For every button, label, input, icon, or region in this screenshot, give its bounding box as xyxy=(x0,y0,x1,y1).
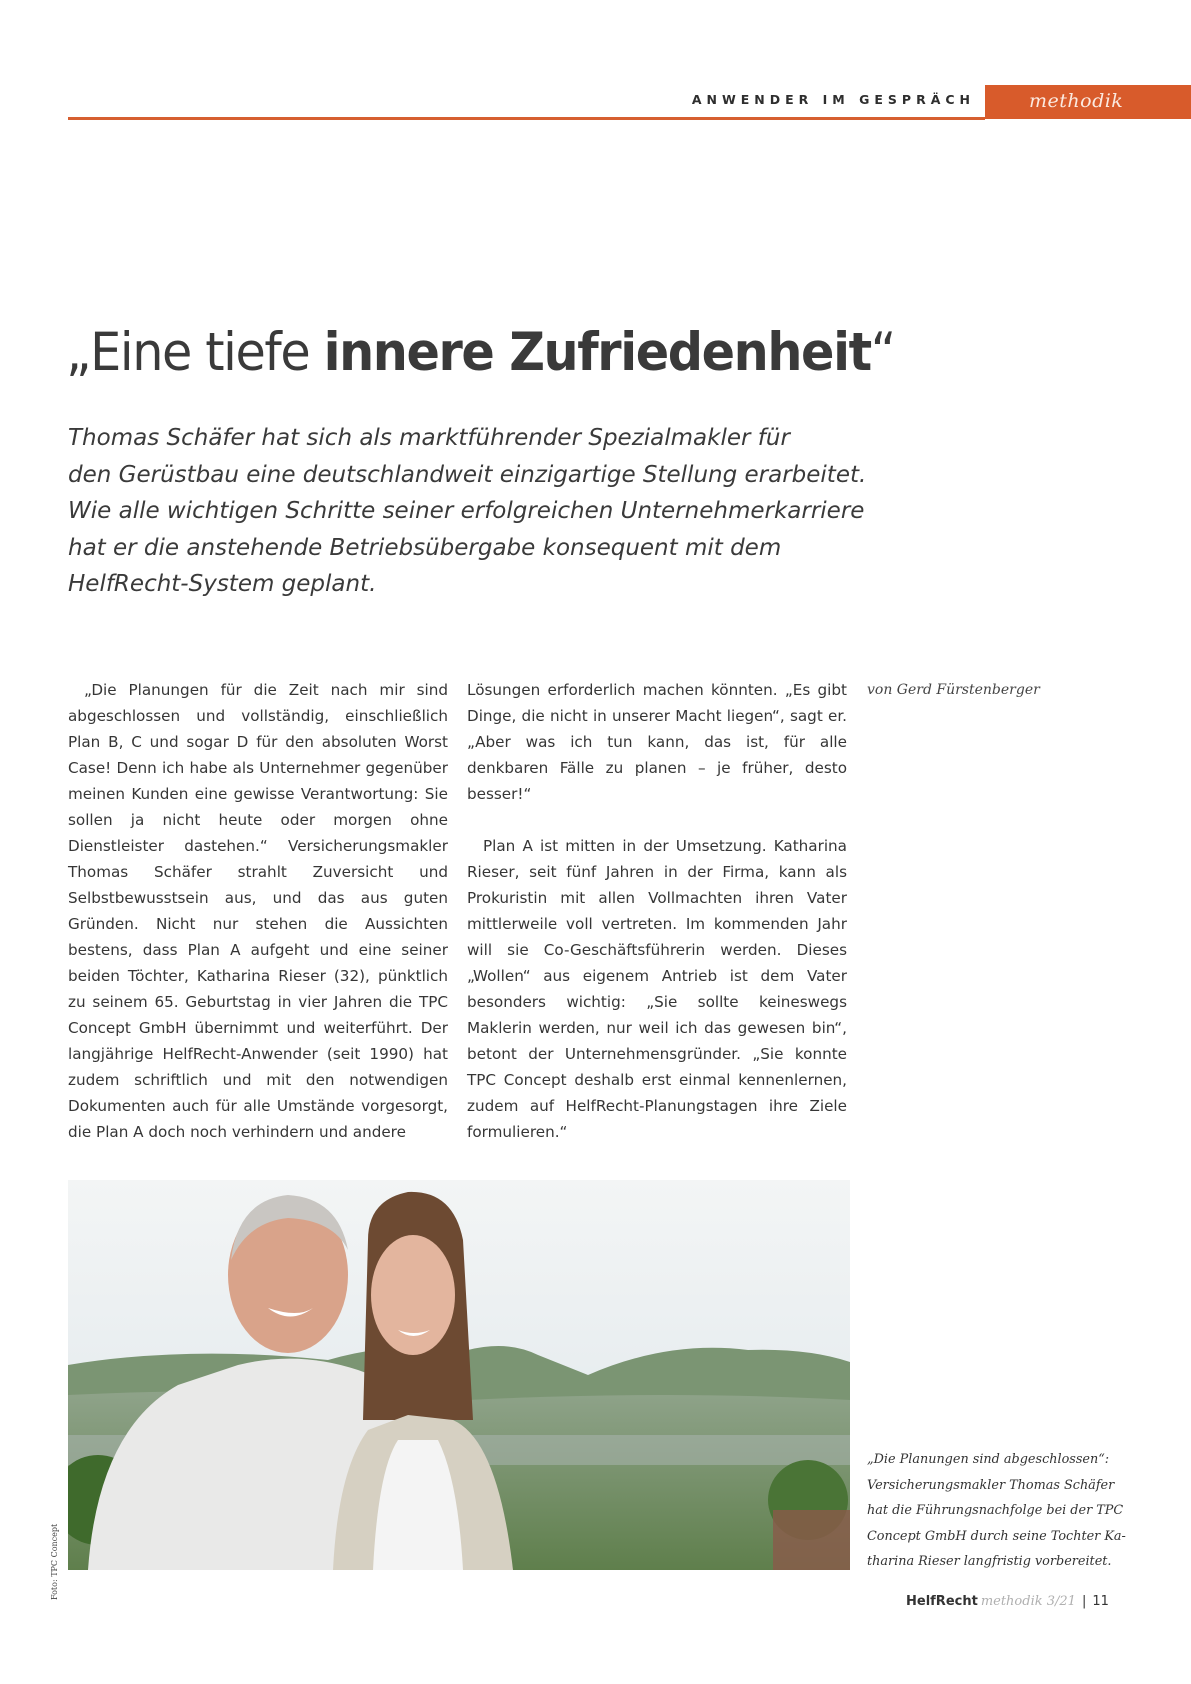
caption-line: Versicherungsmakler Thomas Schäfer xyxy=(867,1477,1115,1493)
magazine-name: HelfRecht xyxy=(906,1594,978,1609)
footer-separator: | xyxy=(1081,1594,1087,1609)
brand-tab-label: methodik xyxy=(1029,90,1124,112)
brand-tab xyxy=(985,85,1191,119)
roof xyxy=(773,1510,850,1570)
photo-credit: Foto: TPC Concept xyxy=(50,1523,59,1600)
woman-face xyxy=(371,1235,455,1355)
lede-line: HelfRecht-System geplant. xyxy=(68,571,377,597)
title-close-quote: “ xyxy=(870,322,895,383)
photo-illustration xyxy=(68,1180,850,1570)
title-open-quote: „ xyxy=(66,322,91,383)
caption-line: tharina Rieser langfristig vorbereitet. xyxy=(867,1554,1112,1569)
lede-line: hat er die anstehende Betriebsübergabe konsequent mit dem xyxy=(68,534,782,561)
author-byline: von Gerd Fürstenberger xyxy=(867,682,1040,698)
issue-label: methodik 3/21 xyxy=(980,1594,1076,1609)
body-column-2 xyxy=(467,677,847,1145)
article-title xyxy=(66,322,895,383)
title-bold: innere Zufriedenheit xyxy=(323,322,871,383)
paragraph: Plan A ist mitten in der Umsetzung. Katharina Rieser, seit fünf Jahren in der Firma, kann als Prokuristin mit allen Vollmachten ihren Vater mittlerweile voll vertreten. Im kommenden Jahr will sie Co-Geschäftsführerin werden. Dieses „Wollen“ aus eigenem Antrieb ist dem Vater besonders wichtig: „Sie sollte keineswegs Maklerin werden, nur weil ich das gewesen bin“, betont der Unternehmensgründer. „Sie konnte TPC Concept deshalb erst einmal kennenlernen, zudem auf HelfRecht-Planungstagen ihre Ziele formulieren.“ xyxy=(467,837,847,1141)
article-photo xyxy=(68,1180,850,1570)
caption-line: hat die Führungsnachfolge bei der TPC xyxy=(867,1503,1124,1518)
caption-line: Concept GmbH durch seine Tochter Ka- xyxy=(867,1528,1126,1544)
section-label: ANWENDER IM GESPRÄCH xyxy=(691,92,975,107)
page-footer xyxy=(906,1594,1109,1609)
paragraph: „Die Planungen für die Zeit nach mir sind abgeschlossen und vollständig, einschließlich Plan B, C und sogar D für den absoluten Worst Case! Denn ich habe als Unternehmer gegenüber meinen Kunden eine gewisse Verantwortung: Sie sollen ja nicht heute oder morgen ohne Dienstleister dastehen.“ Versicherungsmakler Thomas Schäfer strahlt Zuversicht und Selbstbewusstsein aus, und das aus guten Gründen. Nicht nur stehen die Aussichten bestens, dass Plan A aufgeht und eine seiner beiden Töchter, Katharina Rieser (32), pünktlich zu seinem 65. Geburtstag in vier Jahren die TPC Concept GmbH übernimmt und weiterführt. Der langjährige HelfRecht-Anwender (seit 1990) hat zudem schriftlich und mit den notwendigen Dokumenten auch für alle Umstände vorgesorgt, die Plan A doch noch verhindern und andere xyxy=(68,681,448,1141)
photo-caption xyxy=(867,1447,1126,1575)
lede-line: Wie alle wichtigen Schritte seiner erfolgreichen Unternehmerkarriere xyxy=(68,498,865,524)
lede-line: den Gerüstbau eine deutschlandweit einzigartige Stellung erarbeitet. xyxy=(68,461,867,488)
paragraph: Lösungen erforderlich machen könnten. „Es gibt Dinge, die nicht in unserer Macht liegen“, sagt er. „Aber was ich tun kann, das ist, für alle denkbaren Fälle zu planen – je früher, desto besser!“ xyxy=(467,681,847,803)
header-rule xyxy=(68,117,985,120)
title-light: Eine tiefe xyxy=(90,322,324,383)
page-number: 11 xyxy=(1092,1594,1109,1609)
lede-line: Thomas Schäfer hat sich als marktführender Spezialmakler für xyxy=(68,425,790,451)
caption-line: „Die Planungen sind abgeschlossen“: xyxy=(867,1452,1110,1467)
article-lede xyxy=(68,420,888,603)
body-column-1 xyxy=(68,677,448,1145)
